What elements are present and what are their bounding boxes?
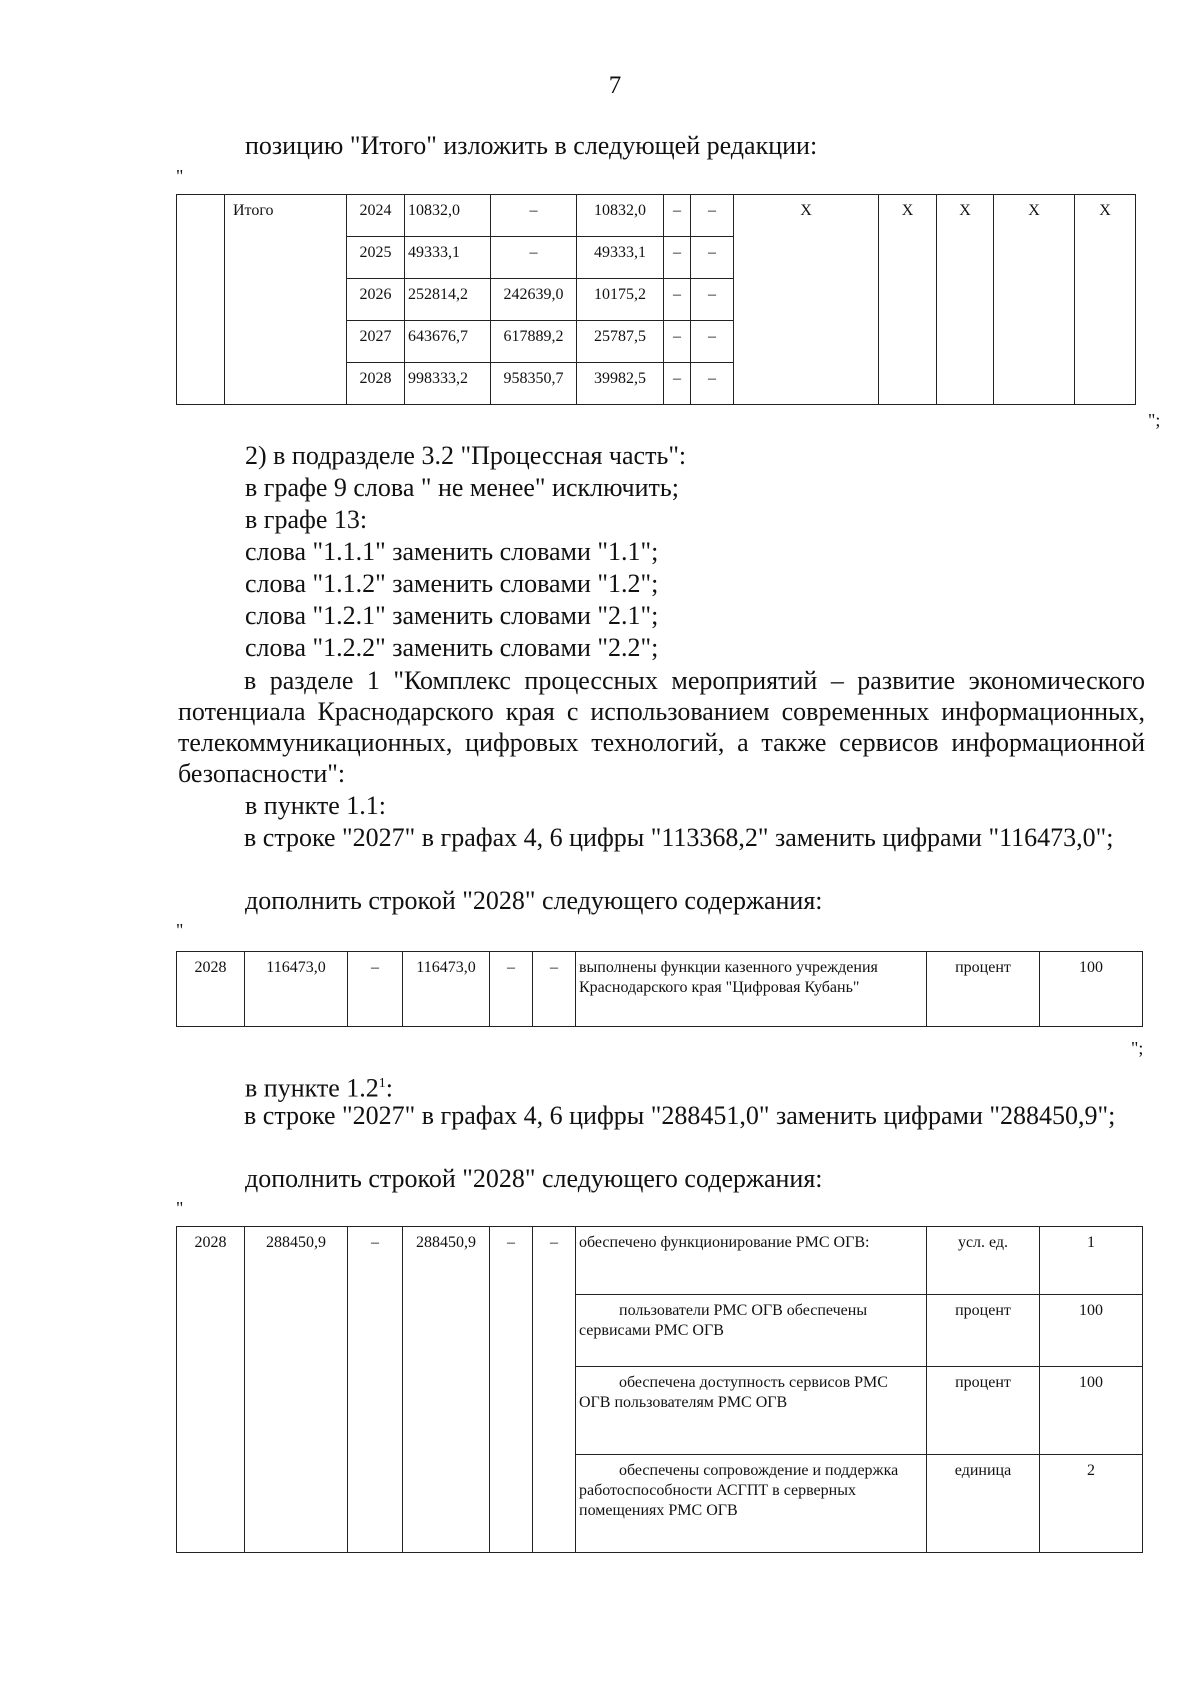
value-cell: – — [664, 237, 691, 279]
target-value-cell: 2 — [1040, 1455, 1143, 1553]
target-value-cell: 1 — [1040, 1227, 1143, 1295]
close-quote-2: "; — [1131, 1038, 1144, 1058]
text-line: в графе 13: — [245, 505, 368, 534]
value-cell: 958350,7 — [491, 363, 577, 405]
value-cell: 116473,0 — [245, 952, 348, 1027]
text-line: слова "1.1.2" заменить словами "1.2"; — [245, 569, 659, 598]
value-cell: – — [491, 195, 577, 237]
replace-paragraph-1: в строке "2027" в графах 4, 6 цифры "113368,2" заменить цифрами "116473,0"; — [244, 823, 1114, 852]
open-quote-2: " — [176, 920, 184, 940]
value-cell: 242639,0 — [491, 279, 577, 321]
value-cell: – — [348, 1227, 403, 1553]
item-1-2-suffix: : — [385, 1073, 394, 1103]
value-cell: – — [533, 952, 576, 1027]
row-2028-table-2 — [176, 1226, 1143, 1553]
value-cell: – — [691, 195, 734, 237]
value-cell: 10832,0 — [405, 195, 491, 237]
value-cell: – — [664, 195, 691, 237]
text-line: 2) в подразделе 3.2 "Процессная часть": — [245, 441, 687, 470]
page-number: 7 — [608, 72, 622, 99]
item-1-2-prefix: в пункте 1.2 — [245, 1073, 379, 1103]
year-cell: 2027 — [347, 321, 405, 363]
target-value-cell: 100 — [1040, 1295, 1143, 1367]
value-cell: 49333,1 — [577, 237, 664, 279]
text-line: слова "1.1.1" заменить словами "1.1"; — [245, 537, 659, 566]
unit-cell: процент — [927, 952, 1040, 1027]
section-1-paragraph: в разделе 1 "Комплекс процессных мероприятий – развитие экономического потенциала Краснодарского края с использованием современных информационных, телекоммуникационных, цифровых технологий, а также сервисов информационной безопасности": — [178, 666, 1145, 788]
intro-line: позицию "Итого" изложить в следующей редакции: — [245, 131, 818, 160]
year-cell: 2024 — [347, 195, 405, 237]
description-cell: пользователи РМС ОГВ обеспечены сервисами РМС ОГВ — [576, 1295, 927, 1367]
year-cell: 2028 — [347, 363, 405, 405]
table-row — [177, 195, 1136, 237]
x-mark: Х — [734, 195, 879, 405]
value-cell: 49333,1 — [405, 237, 491, 279]
replace-paragraph-2: в строке "2027" в графах 4, 6 цифры "288451,0" заменить цифрами "288450,9"; — [244, 1101, 1116, 1130]
value-cell: 10175,2 — [577, 279, 664, 321]
x-mark: Х — [994, 195, 1075, 405]
open-quote-3: " — [176, 1198, 184, 1218]
open-quote-1: " — [176, 166, 184, 186]
empty-cell — [177, 195, 225, 405]
description-cell: обеспечено функционирование РМС ОГВ: — [576, 1227, 927, 1295]
add-row-line-2: дополнить строкой "2028" следующего содержания: — [245, 1164, 823, 1193]
value-cell: – — [664, 321, 691, 363]
total-label: Итого — [225, 195, 347, 405]
value-cell: – — [691, 321, 734, 363]
value-cell: – — [490, 1227, 533, 1553]
x-mark: Х — [937, 195, 994, 405]
close-quote-1: "; — [1148, 410, 1161, 430]
value-cell: – — [691, 279, 734, 321]
total-table — [176, 194, 1136, 405]
value-cell: 10832,0 — [577, 195, 664, 237]
table-row — [177, 1227, 1143, 1295]
value-cell: 617889,2 — [491, 321, 577, 363]
unit-cell: процент — [927, 1295, 1040, 1367]
value-cell: – — [490, 952, 533, 1027]
row-2028-table-1 — [176, 951, 1143, 1027]
value-cell: – — [533, 1227, 576, 1553]
value-cell: 25787,5 — [577, 321, 664, 363]
value-cell: 998333,2 — [405, 363, 491, 405]
text-line: в графе 9 слова " не менее" исключить; — [245, 473, 679, 502]
description-cell: обеспечены сопровождение и поддержка работоспособности АСГПТ в серверных помещениях РМС ОГВ — [576, 1455, 927, 1553]
text-line: слова "1.2.1" заменить словами "2.1"; — [245, 601, 659, 630]
x-mark: Х — [1075, 195, 1136, 405]
description-cell: обеспечена доступность сервисов РМС ОГВ пользователям РМС ОГВ — [576, 1367, 927, 1455]
year-cell: 2025 — [347, 237, 405, 279]
unit-cell: процент — [927, 1367, 1040, 1455]
text-line: слова "1.2.2" заменить словами "2.2"; — [245, 633, 659, 662]
value-cell: – — [664, 363, 691, 405]
value-cell: – — [491, 237, 577, 279]
value-cell: 643676,7 — [405, 321, 491, 363]
x-mark: Х — [879, 195, 937, 405]
item-1-2-superscript: 1 — [378, 1076, 386, 1091]
value-cell: 39982,5 — [577, 363, 664, 405]
year-cell: 2028 — [177, 1227, 245, 1553]
value-cell: 116473,0 — [403, 952, 490, 1027]
value-cell: – — [691, 237, 734, 279]
value-cell: – — [348, 952, 403, 1027]
target-value-cell: 100 — [1040, 952, 1143, 1027]
value-cell: 252814,2 — [405, 279, 491, 321]
year-cell: 2026 — [347, 279, 405, 321]
description-cell: выполнены функции казенного учреждения Краснодарского края "Цифровая Кубань" — [576, 952, 927, 1027]
item-1-1: в пункте 1.1: — [245, 791, 387, 820]
value-cell: – — [691, 363, 734, 405]
value-cell: 288450,9 — [403, 1227, 490, 1553]
unit-cell: усл. ед. — [927, 1227, 1040, 1295]
year-cell: 2028 — [177, 952, 245, 1027]
table-row — [177, 952, 1143, 1027]
add-row-line-1: дополнить строкой "2028" следующего содержания: — [245, 886, 823, 915]
unit-cell: единица — [927, 1455, 1040, 1553]
value-cell: 288450,9 — [245, 1227, 348, 1553]
target-value-cell: 100 — [1040, 1367, 1143, 1455]
value-cell: – — [664, 279, 691, 321]
